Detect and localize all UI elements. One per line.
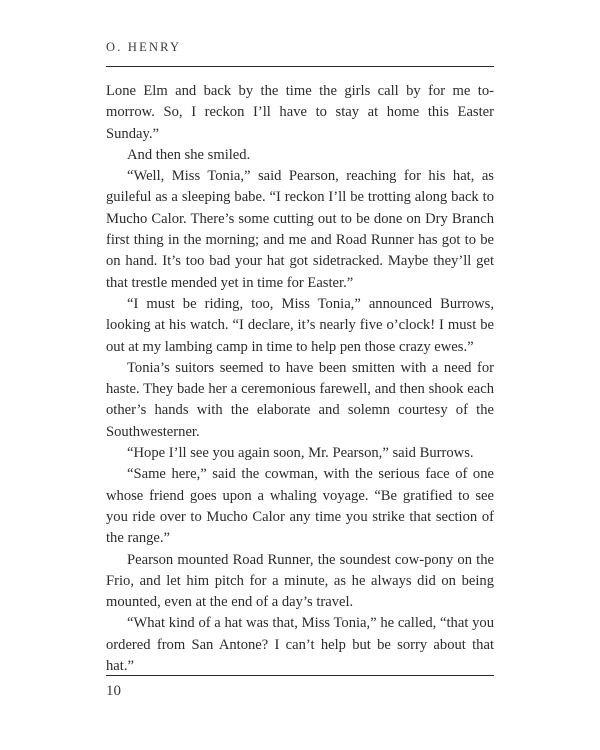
paragraph-8: Pearson mounted Road Runner, the soundest cow-pony on the Frio, and let him pitch for a minute, as he always did on being mounted, even at the end of a day’s travel. <box>106 551 494 611</box>
paragraph-9: “What kind of a hat was that, Miss Tonia,” he called, “that you ordered from San Antone? I can’t help but be sorry about that hat.” <box>106 615 494 675</box>
footer-rule <box>106 675 494 676</box>
page-number: 10 <box>106 683 121 699</box>
paragraph-1: Lone Elm and back by the time the girls call by for me to-morrow. So, I reckon I’ll have to stay at home this Easter Sunday.” <box>106 83 494 142</box>
paragraph-7: “Same here,” said the cowman, with the serious face of one whose friend goes upon a whaling voyage. “Be gratified to see you ride over to Mucho Calor any time you strike that section of the range.” <box>106 466 494 547</box>
paragraph-4: “I must be riding, too, Miss Tonia,” announced Burrows, looking at his watch. “I declare, it’s nearly five o’clock! I must be out at my lambing camp in time to help pen those crazy ewes.” <box>106 295 494 355</box>
header-rule <box>106 66 494 67</box>
paragraph-6: “Hope I’ll see you again soon, Mr. Pearson,” said Burrows. <box>127 445 474 462</box>
paragraph-2: And then she smiled. <box>127 146 251 163</box>
paragraph-3: “Well, Miss Tonia,” said Pearson, reaching for his hat, as guileful as a sleeping babe. “I reckon I’ll be trotting along back to Mucho Calor. There’s some cutting out to be done on Dry Branch first thing in the morning; and me and Road Runner has got to be on hand. It’s too bad your hat got sidetracked. Maybe they’ll get that trestle mended yet in time for Easter.” <box>106 168 494 291</box>
paragraph-5: Tonia’s suitors seemed to have been smitten with a need for haste. They bade her a ceremonious farewell, and then shook each other’s hands with the elaborate and solemn courtesy of the Southwesterner. <box>106 359 494 440</box>
running-head: O. HENRY <box>106 40 182 54</box>
body-text <box>106 81 494 677</box>
